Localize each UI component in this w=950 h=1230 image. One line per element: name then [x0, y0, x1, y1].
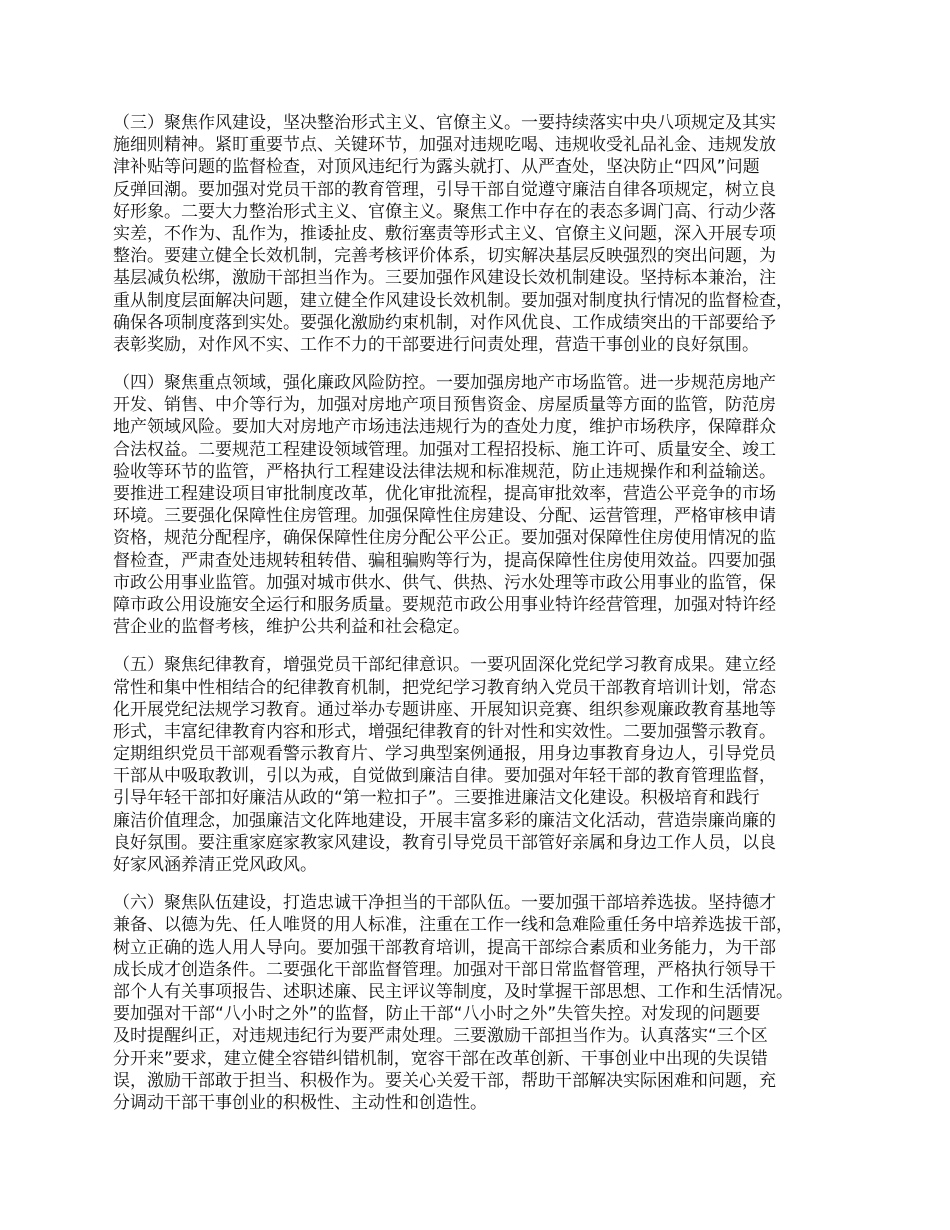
text-line: 市政公用事业监管。加强对城市供水、供气、供热、污水处理等市政公用事业的监管，保 — [113, 572, 776, 593]
text-line: 津补贴等问题的监督检查，对顶风违纪行为露头就打、从严查处，坚决防止“四风”问题 — [113, 157, 760, 178]
text-line: 确保各项制度落到实处。要强化激励约束机制，对作风优良、工作成绩突出的干部要给予 — [113, 312, 776, 333]
text-line: 基层减负松绑，激励干部担当作为。三要加强作风建设长效机制建设。坚持标本兼治，注 — [113, 268, 776, 289]
text-line: 兼备、以德为先、任人唯贤的用人标准，注重在工作一线和急难险重任务中培养选拔干部， — [113, 915, 793, 936]
paragraph — [113, 892, 858, 1114]
text-line: 实差，不作为、乱作为，推诿扯皮、敷衍塞责等形式主义、官僚主义问题，深入开展专项 — [113, 223, 776, 244]
document-body — [113, 112, 858, 1130]
text-line: 廉洁价值理念，加强廉洁文化阵地建设，开展丰富多彩的廉洁文化活动，营造崇廉尚廉的 — [113, 810, 776, 831]
text-line: 验收等环节的监管，严格执行工程建设法律法规和标准规范，防止违规操作和利益输送。 — [113, 461, 776, 482]
text-line: 分开来”要求，建立健全容错纠错机制，宽容干部在改革创新、干事创业中出现的失误错 — [113, 1048, 768, 1069]
text-line: （三）聚焦作风建设，坚决整治形式主义、官僚主义。一要持续落实中央八项规定及其实 — [113, 113, 776, 133]
text-line: 好家风涵养清正党风政风。 — [113, 855, 317, 875]
text-line: 环境。三要强化保障性住房管理。加强保障性住房建设、分配、运营管理，严格审核申请 — [113, 506, 776, 527]
paragraph — [113, 112, 858, 356]
text-line: 良好氛围。要注重家庭家教家风建设，教育引导党员干部管好亲属和身边工作人员，以良 — [113, 832, 776, 853]
text-line: （六）聚焦队伍建设，打造忠诚干净担当的干部队伍。一要加强干部培养选拔。坚持德才 — [113, 893, 776, 914]
text-line: 开发、销售、中介等行为，加强对房地产项目预售资金、房屋质量等方面的监管，防范房 — [113, 395, 776, 416]
text-line: 要加强对干部“八小时之外”的监督，防止干部“八小时之外”失管失控。对发现的问题要 — [113, 1004, 761, 1025]
text-line: 合法权益。二要规范工程建设领域管理。加强对工程招投标、施工许可、质量安全、竣工 — [113, 439, 776, 460]
text-line: 干部从中吸取教训，引以为戒，自觉做到廉洁自律。要加强对年轻干部的教育管理监督， — [113, 766, 776, 787]
text-line: 分调动干部干事创业的积极性、主动性和创造性。 — [113, 1092, 487, 1113]
text-line: 定期组织党员干部观看警示教育片、学习典型案例通报，用身边事教育身边人，引导党员 — [113, 744, 776, 765]
text-line: 成长成才创造条件。二要强化干部监督管理。加强对干部日常监督管理，严格执行领导干 — [113, 959, 776, 980]
text-line: 表彰奖励，对作风不实、工作不力的干部要进行问责处理，营造干事创业的良好氛围。 — [113, 334, 759, 355]
paragraph — [113, 654, 858, 876]
text-line: 要推进工程建设项目审批制度改革，优化审批流程，提高审批效率，营造公平竞争的市场 — [113, 484, 776, 504]
text-line: 部个人有关事项报告、述职述廉、民主评议等制度，及时掌握干部思想、工作和生活情况。 — [113, 981, 793, 1002]
text-line: 反弹回潮。要加强对党员干部的教育管理，引导干部自觉遵守廉洁自律各项规定，树立良 — [113, 179, 776, 200]
text-line: 障市政公用设施安全运行和服务质量。要规范市政公用事业特许经营管理，加强对特许经 — [113, 594, 776, 615]
text-line: 树立正确的选人用人导向。要加强干部教育培训，提高干部综合素质和业务能力，为干部 — [113, 937, 776, 958]
text-line: 化开展党纪法规学习教育。通过举办专题讲座、开展知识竞赛、组织参观廉政教育基地等 — [113, 699, 776, 720]
text-line: 重从制度层面解决问题，建立健全作风建设长效机制。要加强对制度执行情况的监督检查， — [113, 290, 793, 311]
text-line: 误，激励干部敢于担当、积极作为。要关心关爱干部，帮助干部解决实际困难和问题，充 — [113, 1070, 776, 1091]
text-line: 资格，规范分配程序，确保保障性住房分配公平公正。要加强对保障性住房使用情况的监 — [113, 528, 776, 549]
text-line: 施细则精神。紧盯重要节点、关键环节，加强对违规吃喝、违规收受礼品礼金、违规发放 — [113, 135, 776, 156]
text-line: 形式，丰富纪律教育内容和形式，增强纪律教育的针对性和实效性。二要加强警示教育。 — [113, 721, 776, 742]
text-line: 常性和集中性相结合的纪律教育机制，把党纪学习教育纳入党员干部教育培训计划，常态 — [113, 677, 776, 698]
text-line: 督检查，严肃查处违规转租转借、骗租骗购等行为，提高保障性住房使用效益。四要加强 — [113, 550, 776, 571]
text-line: 好形象。二要大力整治形式主义、官僚主义。聚焦工作中存在的表态多调门高、行动少落 — [113, 201, 776, 222]
text-line: 整治。要建立健全长效机制，完善考核评价体系，切实解决基层反映强烈的突出问题，为 — [113, 246, 776, 267]
text-line: 地产领域风险。要加大对房地产市场违法违规行为的查处力度，维护市场秩序，保障群众 — [113, 417, 776, 438]
text-line: （五）聚焦纪律教育，增强党员干部纪律意识。一要巩固深化党纪学习教育成果。建立经 — [113, 655, 776, 676]
text-line: 引导年轻干部扣好廉洁从政的“第一粒扣子”。三要推进廉洁文化建设。积极培育和践行 — [113, 788, 760, 809]
text-line: （四）聚焦重点领域，强化廉政风险防控。一要加强房地产市场监管。进一步规范房地产 — [113, 373, 776, 394]
paragraph — [113, 372, 858, 638]
text-line: 及时提醒纠正，对违规违纪行为要严肃处理。三要激励干部担当作为。认真落实“三个区 — [113, 1026, 768, 1047]
text-line: 营企业的监督考核，维护公共利益和社会稳定。 — [113, 617, 470, 638]
